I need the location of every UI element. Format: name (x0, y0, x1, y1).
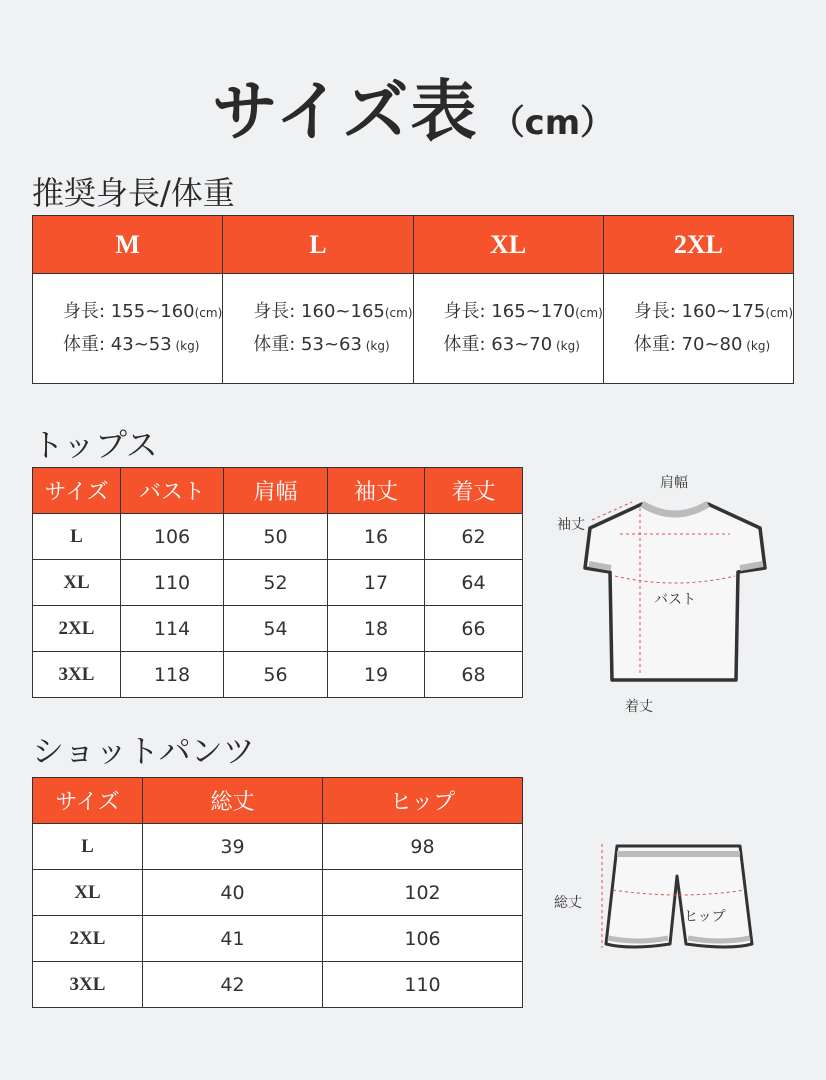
shorts-header-hip: ヒップ (323, 778, 523, 824)
size-cell: XL (33, 870, 143, 916)
table-cell: 19 (328, 652, 425, 698)
weight-value: 53~63 (301, 333, 362, 355)
tops-header-shoulder: 肩幅 (224, 468, 328, 514)
table-cell: 106 (121, 514, 224, 560)
tops-header-sleeve: 袖丈 (328, 468, 425, 514)
tops-header-length: 着丈 (425, 468, 523, 514)
recommended-cell (603, 274, 793, 384)
height-unit: (cm) (384, 305, 413, 320)
recommended-cell (413, 274, 603, 384)
table-cell: 98 (323, 824, 523, 870)
recommended-cell (33, 274, 223, 384)
size-header-2xl: 2XL (603, 216, 793, 274)
tshirt-cuff-left (589, 564, 611, 568)
table-cell: 64 (425, 560, 523, 606)
height-unit: (cm) (194, 305, 223, 320)
table-cell: 39 (143, 824, 323, 870)
title-main: サイズ表 (211, 73, 479, 150)
shorts-outline (606, 846, 752, 947)
hip-label: ヒップ (684, 909, 726, 925)
weight-label: 体重: (253, 333, 302, 355)
shorts-diagram (580, 840, 780, 960)
height-unit: (cm) (575, 305, 603, 320)
shorts-header-row (33, 778, 523, 824)
table-row (33, 962, 523, 1008)
height-unit: (cm) (765, 305, 793, 320)
table-cell: 102 (323, 870, 523, 916)
height-label: 身長: (443, 300, 492, 322)
height-value: 160~165 (301, 300, 385, 322)
table-row (33, 916, 523, 962)
table-cell: 110 (121, 560, 224, 606)
recommended-values-row (33, 274, 794, 384)
length-label: 着丈 (625, 699, 653, 715)
size-cell: L (33, 514, 121, 560)
tops-heading: トップス (32, 426, 158, 464)
table-cell: 56 (224, 652, 328, 698)
tshirt-cuff-right (740, 564, 763, 568)
recommended-table (32, 215, 794, 384)
tops-header-row (33, 468, 523, 514)
height-label: 身長: (633, 300, 682, 322)
recommended-heading: 推奨身長/体重 (32, 174, 235, 212)
height-value: 160~175 (681, 300, 766, 322)
weight-unit: (kg) (552, 338, 580, 353)
bust-label: バスト (654, 592, 696, 608)
recommended-header-row (33, 216, 794, 274)
page-title (0, 58, 826, 153)
size-cell: 2XL (33, 606, 121, 652)
table-cell: 68 (425, 652, 523, 698)
size-cell: 2XL (33, 916, 143, 962)
height-value: 165~170 (491, 300, 576, 322)
table-cell: 54 (224, 606, 328, 652)
size-cell: L (33, 824, 143, 870)
table-cell: 118 (121, 652, 224, 698)
table-cell: 106 (323, 916, 523, 962)
weight-unit: (kg) (742, 338, 771, 353)
table-cell: 16 (328, 514, 425, 560)
recommended-cell (223, 274, 413, 384)
size-header-xl: XL (413, 216, 603, 274)
height-value: 155~160 (110, 300, 195, 322)
shorts-header-length: 総丈 (143, 778, 323, 824)
tops-header-bust: バスト (121, 468, 224, 514)
shorts-header-size: サイズ (33, 778, 143, 824)
weight-value: 70~80 (681, 333, 743, 355)
table-cell: 52 (224, 560, 328, 606)
table-cell: 17 (328, 560, 425, 606)
total-length-label: 総丈 (554, 895, 582, 911)
size-cell: XL (33, 560, 121, 606)
sleeve-label: 袖丈 (557, 517, 585, 533)
weight-value: 43~53 (110, 333, 172, 355)
table-cell: 41 (143, 916, 323, 962)
table-row (33, 824, 523, 870)
weight-label: 体重: (443, 333, 492, 355)
height-label: 身長: (63, 300, 111, 322)
table-cell: 66 (425, 606, 523, 652)
tops-header-size: サイズ (33, 468, 121, 514)
table-cell: 62 (425, 514, 523, 560)
size-cell: 3XL (33, 652, 121, 698)
table-row (33, 606, 523, 652)
table-cell: 40 (143, 870, 323, 916)
size-cell: 3XL (33, 962, 143, 1008)
size-header-m: M (33, 216, 223, 274)
table-row (33, 870, 523, 916)
weight-unit: (kg) (171, 338, 200, 353)
tops-table (32, 467, 523, 698)
title-unit: （cm） (490, 103, 615, 143)
weight-unit: (kg) (361, 338, 390, 353)
shoulder-label: 肩幅 (660, 475, 688, 491)
shorts-table (32, 777, 523, 1008)
table-cell: 114 (121, 606, 224, 652)
table-cell: 50 (224, 514, 328, 560)
weight-label: 体重: (63, 333, 111, 355)
weight-value: 63~70 (491, 333, 553, 355)
table-row (33, 514, 523, 560)
table-cell: 42 (143, 962, 323, 1008)
tshirt-collar (642, 504, 708, 514)
table-cell: 110 (323, 962, 523, 1008)
table-cell: 18 (328, 606, 425, 652)
shorts-heading: ショットパンツ (32, 732, 255, 770)
size-header-l: L (223, 216, 413, 274)
height-label: 身長: (253, 300, 302, 322)
table-row (33, 652, 523, 698)
weight-label: 体重: (633, 333, 682, 355)
table-row (33, 560, 523, 606)
